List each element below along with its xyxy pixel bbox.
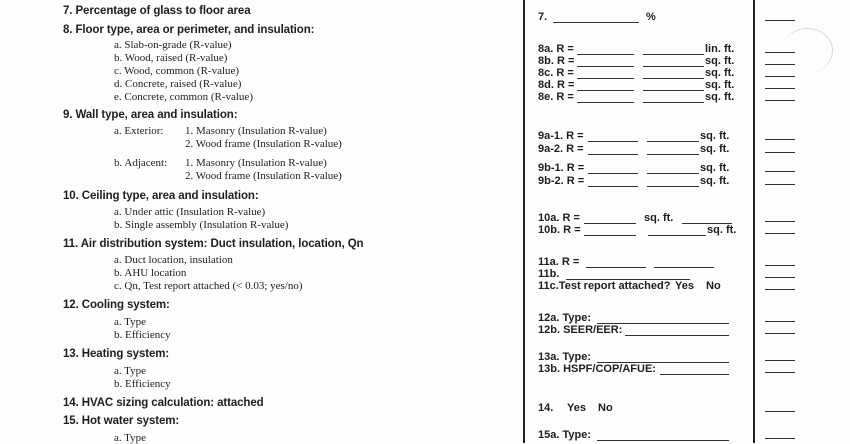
wall-adjacent-masonry: 1. Masonry (Insulation R-value) xyxy=(185,157,327,169)
r8a-rvalue-field[interactable] xyxy=(577,54,634,55)
r8c-unit: sq. ft. xyxy=(705,67,735,79)
r8e-rvalue-field[interactable] xyxy=(577,102,634,103)
wall-adjacent-label: b. Adjacent: xyxy=(114,157,168,169)
r8c-area-field[interactable] xyxy=(643,78,704,79)
r9a2-unit: sq. ft. xyxy=(700,143,730,155)
check-15a[interactable] xyxy=(765,438,795,439)
r8a-area-field[interactable] xyxy=(643,54,704,55)
r7-percent-field[interactable] xyxy=(553,22,639,23)
check-12b[interactable] xyxy=(765,333,795,334)
r8b-area-field[interactable] xyxy=(643,66,704,67)
item-10b-label: b. Single assembly (Insulation R-value) xyxy=(114,219,289,231)
r9b1-label: 9b-1. R = xyxy=(538,162,585,174)
r14-label: 14. xyxy=(538,402,554,414)
check-9a1[interactable] xyxy=(765,139,795,140)
item-11c-label: c. Qn, Test report attached (< 0.03; yes/no) xyxy=(114,280,303,292)
item-12b-label: b. Efficiency xyxy=(114,329,171,341)
r9a2-rvalue-field[interactable] xyxy=(588,154,638,155)
r11b-label: 11b. xyxy=(538,268,560,280)
r9b2-label: 9b-2. R = xyxy=(538,175,585,187)
item-8b-label: b. Wood, raised (R-value) xyxy=(114,52,228,64)
r11a-rvalue-field[interactable] xyxy=(586,267,646,268)
r8b-label: 8b. R = xyxy=(538,55,575,67)
r9b1-unit: sq. ft. xyxy=(700,162,730,174)
check-10b[interactable] xyxy=(765,233,795,234)
check-7[interactable] xyxy=(765,20,795,21)
r10b-label: 10b. R = xyxy=(538,224,581,236)
r8a-unit: lin. ft. xyxy=(705,43,735,55)
r9a1-label: 9a-1. R = xyxy=(538,130,584,142)
r9a2-area-field[interactable] xyxy=(647,154,699,155)
r14-no-option[interactable]: No xyxy=(598,402,613,414)
check-14[interactable] xyxy=(765,411,795,412)
item-13b-label: b. Efficiency xyxy=(114,378,171,390)
item-9-heading: 9. Wall type, area and insulation: xyxy=(63,109,238,121)
r8e-label: 8e. R = xyxy=(538,91,574,103)
r9b1-rvalue-field[interactable] xyxy=(588,173,638,174)
r9b2-area-field[interactable] xyxy=(647,186,699,187)
item-8-heading: 8. Floor type, area or perimeter, and insulation: xyxy=(63,24,315,36)
r9a2-label: 9a-2. R = xyxy=(538,143,584,155)
r12a-label: 12a. Type: xyxy=(538,312,591,324)
r9b2-rvalue-field[interactable] xyxy=(588,186,638,187)
r9a1-unit: sq. ft. xyxy=(700,130,730,142)
r8d-area-field[interactable] xyxy=(643,90,704,91)
r9a1-area-field[interactable] xyxy=(647,141,699,142)
r15a-type-field[interactable] xyxy=(597,440,729,441)
r10b-area-field[interactable] xyxy=(648,235,706,236)
item-7-heading: 7. Percentage of glass to floor area xyxy=(63,5,251,17)
check-8c[interactable] xyxy=(765,76,795,77)
check-11c[interactable] xyxy=(765,289,795,290)
r12b-label: 12b. SEER/EER: xyxy=(538,324,623,336)
r9a1-rvalue-field[interactable] xyxy=(588,141,638,142)
r8d-label: 8d. R = xyxy=(538,79,575,91)
r11a-label: 11a. R = xyxy=(538,256,580,268)
item-8a-label: a. Slab-on-grade (R-value) xyxy=(114,39,232,51)
item-8e-label: e. Concrete, common (R-value) xyxy=(114,91,253,103)
item-10a-label: a. Under attic (Insulation R-value) xyxy=(114,206,266,218)
r11c-no-option[interactable]: No xyxy=(706,280,721,292)
r11c-label: 11c.Test report attached? xyxy=(538,280,671,292)
r8c-label: 8c. R = xyxy=(538,67,574,79)
check-8e[interactable] xyxy=(765,100,795,101)
check-13b[interactable] xyxy=(765,372,795,373)
r10b-rvalue-field[interactable] xyxy=(584,235,636,236)
r9b1-area-field[interactable] xyxy=(647,173,699,174)
r11c-yes-option[interactable]: Yes xyxy=(675,280,694,292)
item-15a-label: a. Type xyxy=(114,432,147,444)
r10b-unit: sq. ft. xyxy=(707,224,737,236)
item-13a-label: a. Type xyxy=(114,365,147,377)
item-12a-label: a. Type xyxy=(114,316,147,328)
r10a-unit: sq. ft. xyxy=(644,212,674,224)
r7-label: 7. xyxy=(538,11,548,23)
r8d-rvalue-field[interactable] xyxy=(577,90,634,91)
r13b-hspf-field[interactable] xyxy=(660,374,729,375)
r12b-seer-field[interactable] xyxy=(625,335,729,336)
r8a-label: 8a. R = xyxy=(538,43,574,55)
check-8d[interactable] xyxy=(765,88,795,89)
r7-unit: % xyxy=(646,11,656,23)
item-12-heading: 12. Cooling system: xyxy=(63,299,170,311)
r14-yes-option[interactable]: Yes xyxy=(567,402,586,414)
item-11-heading: 11. Air distribution system: Duct insulation, location, Qn xyxy=(63,238,364,250)
r8d-unit: sq. ft. xyxy=(705,79,735,91)
r8e-area-field[interactable] xyxy=(643,102,704,103)
r13b-label: 13b. HSPF/COP/AFUE: xyxy=(538,363,656,375)
item-13-heading: 13. Heating system: xyxy=(63,348,170,360)
check-9b2[interactable] xyxy=(765,184,795,185)
check-13a[interactable] xyxy=(765,360,795,361)
r8e-unit: sq. ft. xyxy=(705,91,735,103)
item-15-heading: 15. Hot water system: xyxy=(63,415,180,427)
r8c-rvalue-field[interactable] xyxy=(577,78,634,79)
check-9b1[interactable] xyxy=(765,171,795,172)
item-8d-label: d. Concrete, raised (R-value) xyxy=(114,78,242,90)
check-12a[interactable] xyxy=(765,321,795,322)
check-11a[interactable] xyxy=(765,265,795,266)
r8b-rvalue-field[interactable] xyxy=(577,66,634,67)
r8b-unit: sq. ft. xyxy=(705,55,735,67)
check-11b[interactable] xyxy=(765,277,795,278)
item-8c-label: c. Wood, common (R-value) xyxy=(114,65,240,77)
item-11b-label: b. AHU location xyxy=(114,267,187,279)
item-10-heading: 10. Ceiling type, area and insulation: xyxy=(63,190,259,202)
r9b2-unit: sq. ft. xyxy=(700,175,730,187)
wall-adjacent-wood: 2. Wood frame (Insulation R-value) xyxy=(185,170,342,182)
r15a-label: 15a. Type: xyxy=(538,429,591,441)
scan-smudge xyxy=(782,28,833,73)
check-8b[interactable] xyxy=(765,64,795,65)
wall-exterior-masonry: 1. Masonry (Insulation R-value) xyxy=(185,125,327,137)
wall-exterior-wood: 2. Wood frame (Insulation R-value) xyxy=(185,138,342,150)
check-8a[interactable] xyxy=(765,52,795,53)
r10a-rvalue-field[interactable] xyxy=(584,223,636,224)
check-10a[interactable] xyxy=(765,221,795,222)
r10a-label: 10a. R = xyxy=(538,212,580,224)
check-9a2[interactable] xyxy=(765,152,795,153)
r11a-location-field[interactable] xyxy=(654,267,714,268)
item-14-heading: 14. HVAC sizing calculation: attached xyxy=(63,397,264,409)
r13a-label: 13a. Type: xyxy=(538,351,591,363)
item-11a-label: a. Duct location, insulation xyxy=(114,254,233,266)
wall-exterior-label: a. Exterior: xyxy=(114,125,164,137)
